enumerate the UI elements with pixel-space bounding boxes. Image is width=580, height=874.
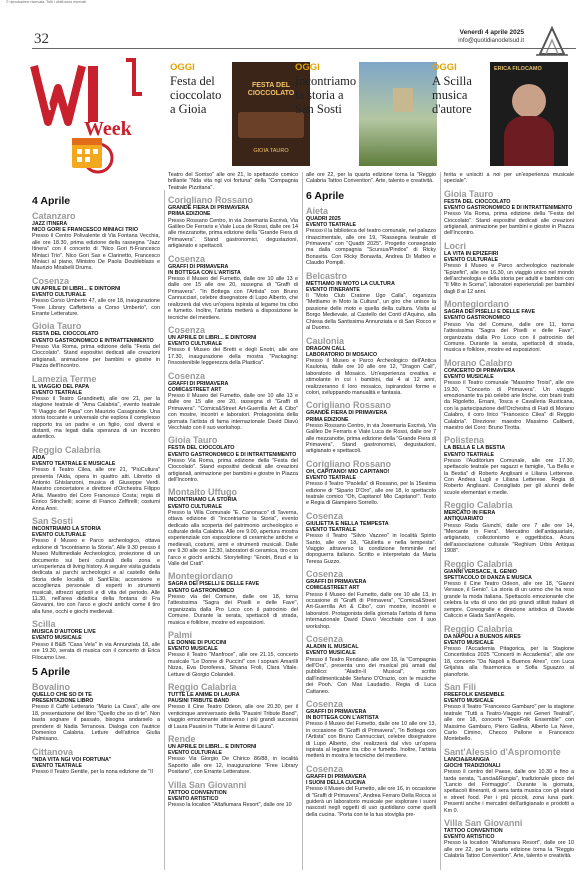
event-title: GRAFFI DI PRIMAVERA [306, 708, 367, 715]
event-description: Presso il Museo e Parco archeologico, ottava edizione di "Incontriamo la Storia". Alle 9.30 presso il Museo Multimediale Archeologico, proiezione di un documento sui beni culturali della zona e un'esperienza di living history. A seguire visita guidata dedicata ai parchi archeologici e al castello della Storia delle località di Sant'Elia; accensione e accoglienza personale di esperti in strumenti musicali, attrezzi agricoli e di vita del periodo. Alle 11.30, nell'area didattica della fontana di Fra Giovanni, tiro con l'arco e giochi antichi come il tiro alla fune, occhi e giochi medievali. [32, 538, 160, 615]
event-type: EVENTO TEATRALE [444, 451, 494, 458]
date-heading: 4 Aprile [32, 195, 71, 207]
event-description: Presso Via Roma, prima edizione della "Festa del Cioccolato". Stand espositivi dedicati alle creazioni artigianali, animazione per bambini e giostre in Piazza dell'Incontro. [444, 211, 574, 237]
event-title: SAGRA DEI PISELLI E DELLE FAVE [444, 309, 536, 316]
event-title: OH, CAPITANO! MIO CAPITANO! [306, 468, 390, 475]
event-description: Presso il Teatro Rendano, alle ore 18, la "Compagnia dell'Ora", presenta uno dei musical più amati dal pubblico: "Aladin-Il Musical", scritto dall'indimenticabile Stefano D'Orazio, con le musiche dei Pooh. Con Max Laudadio. Regia di Luca Cattaneo. [306, 656, 436, 695]
column-divider [302, 172, 303, 870]
city-heading: Rende [168, 733, 196, 744]
person-body-icon [504, 116, 554, 166]
event-title: MUSICA D'AUTORE LIVE [32, 629, 96, 636]
landscape-photo-image [359, 62, 437, 166]
city-heading: Aieta [306, 205, 329, 216]
event-description: Presso l'Accademia Pitagorica, per la Stagione Concertistica 2025 "Concerti in Accademia", alle ore 18, concerto "Da Napoli a Buenos Aires", con Luca Grijalvia alla fisarmonica e Sofia Sguazzo al pianoforte. [444, 645, 574, 678]
event-title: GRAFFI DI PRIMAVERA [306, 579, 367, 586]
poster-subtitle: GIOIA TAURO [253, 148, 289, 154]
event-type: EVENTO ITINERANTE [306, 286, 360, 293]
city-heading: Montegiordano [168, 571, 233, 582]
event-description: ferita e unisciti a noi per un'esperienza musicale speciale". [444, 172, 574, 185]
event-type: JAZZ ITINERA [32, 221, 68, 227]
event-description: Presso il Teatro "Francesco Gambaro" per la stagione teatrale "Tutti a Teatro-Viaggio nei Generi Teatrali", alle ore 18, concerto "FreeFolk Ensemble" con Massimo Gambaro, Piero Gallina, Alberto La Neve, Carlo Cimino, Checco Pallone e Francesco Montebello. [444, 704, 574, 743]
city-heading: Reggio Calabria [168, 681, 237, 692]
event-title: TATTOO CONVENTION [444, 828, 503, 835]
event-type: LABORATORIO DI MOSAICO [306, 351, 377, 358]
event-title: GIULIETTA E NELLA TEMPESTA [306, 520, 389, 527]
event-type: EVENTO ARTISTICO [168, 795, 219, 802]
event-title: GRANDE FIERA DI PRIMAVERA [168, 205, 250, 212]
event-type: EVENTO TEATRALE [306, 474, 356, 481]
event-type: EVENTO MUSICALE [444, 698, 494, 705]
event-title: GRAFFI DI PRIMAVERA [168, 263, 229, 270]
event-description: Presso l'Auditorium Comunale, alle ore 17.30, spettacolo teatrale per ragazzi e famiglie, "La Bella e la Bestia" di Roberto Anglisani e Liliana Letterese. Con Andrea Lugli e Liliana Letterese. Regia di Roberto Anglisani. Consigliato per gli alunni delle scuole elementari e medie. [444, 457, 574, 496]
event-type: EVENTO TEATRALE [32, 389, 82, 396]
city-heading: Reggio Calabria [32, 444, 101, 455]
city-heading: Sant'Alessio d'Aspromonte [444, 746, 561, 757]
event-type: EVENTO GASTRONOMICO E DI INTRATTENIMENTO [444, 205, 573, 212]
event-type: PRIMA EDIZIONE [168, 211, 211, 218]
poster-title: ERICA FILOCAMO [494, 66, 542, 72]
page-header [0, 10, 580, 50]
city-heading: Villa San Giovanni [444, 818, 523, 829]
city-heading: Reggio Calabria [444, 500, 513, 511]
event-description: Presso Rada Giunchi, dalle ore 7 alle ore 14, "Mercante in Fiera". Mercatino dell'antiquariato, artigianato, collezionismo e oggettistica. Acura dell'associazione culturale "Reghium Urbis Antiqua 1908". [444, 522, 574, 555]
event-type: EVENTO TEATRALE [306, 527, 356, 534]
event-type: EVENTO CULTURALE [444, 257, 498, 264]
event-description: Presso il Teatro "Silvio Vazzeo" in località Spirito Santo, alle ore 18, "Giulietta e nella tempesta". Viaggio attraverso la condizione femminile nel dopoguerra italiano. Scritto e interpretato da Maria Teresa Guzzo. [306, 533, 436, 565]
event-description: Presso il Teatro "Manfroce", alle ore 21.15, concerto musicale "Le Donne di Puccini" con i soprani Amarilli Nizza, Eva Dorofeeva, Silvana Froli, Clara Vitale. Letture di Giorgio Colandeli. [168, 652, 298, 678]
city-heading: San Sosti [32, 516, 74, 526]
event-description: Presso il Museo del Fumetto, dalle ore 10 alle ore 13, in occasione di "Graffi di Primavera", "In Bottega con l'Artista" con Bruno Cannucciari, celebre disegnatore di Lupo Alberto, che realizzerà dal vivo un'opera ispirata al legame tra cibo e fumetto. Inoltre, l'artista metterà in mostra le tecniche del mestiere. [306, 721, 436, 760]
column-2 [168, 172, 298, 874]
event-description: Presso il Centro Polivalente di Via Fontana Vecchia, alle ore 18.30, prima edizione della rassegna "Jazz Itinera" con il concerto di "Nico Gori ft-Francesco Miniaci Trio". Nico Gori Sax e Clarinetto, Francesco Miniaci al piano, Ministro De Paola Doubleblass e Maurizio Mirabelli Drums. [32, 233, 160, 272]
city-heading: Belcastro [306, 270, 348, 281]
city-heading: Catanzaro [32, 211, 76, 221]
city-heading: Lamezia Terme [32, 373, 97, 384]
event-description: Presso il Cine Teatro Odeon, alle ore 20.30, per il venticinque anniversario della "Pausini Tribute Band", viaggio emozionante attraverso i più grandi successi di Laura Pausini in "Tutte le Anime di Laura". [168, 704, 298, 730]
event-type: EVENTO MUSICALE [444, 639, 494, 646]
event-description: Presso il Teatro "Paolella" di Rossano, per la 15esima edizione di "Sipario D'Oro", alle ore 18, lo spettacolo teatrale comico "Oh, Capitano! Mio Capitano!". Testo e Regia di Giampiero Sorrello. [306, 481, 436, 507]
city-heading: Palmi [168, 629, 193, 640]
event-description: Presso il Teatro Grandinetti, alle ore 21, per la stagione teatrale di "Ama Calabria", evento teatrale "Il Viaggio del Papa" con Maurizio Casagrande. Una storia toccante e universale che esplora il complesso rapporto tra un padre e un figlio, così diversi e distanti, ma legati dalla speranza di un incontro autentico. [32, 395, 160, 441]
column-4 [444, 172, 574, 874]
city-heading: Cosenza [306, 698, 344, 709]
event-type: EVENTO MUSICALE [444, 373, 494, 380]
event-description: Presso Via del Comune, dalle ore 11, torna l'attesissima "Sagra dei Piselli e delle Fave", organizzata dalla Pro Loco con il patrocinio del Comune. Durante la serata, spettacoli di strada, musica e folklore, mostre ed esposizioni. [444, 321, 574, 354]
event-title: GIANNI VERSACE, IL GENIO [444, 568, 517, 575]
event-title: DRAGON CALL [306, 345, 346, 352]
event-type: EVENTO GASTRONOMICO [168, 587, 235, 594]
event-type: EVENTO TEATRALE [306, 222, 356, 229]
city-heading: Gioia Tauro [32, 321, 82, 332]
column-3 [306, 172, 436, 874]
event-description: Presso la location "Altafiumara Resort", dalle ore 10 [168, 802, 292, 808]
event-description: Presso la Villa Comunale "E. Canonaco" di Taverna, ottava edizione di "Incontriamo la Storia", evento dedicato alla scoperta del patrimonio archeologico e culturale della Calabria. Alle ore 9.00, apertura mostra esperienziale con esposizione di ceramiche antiche e medievali, costumi, armi e strumenti musicali. Dalle ore 9.30 alle ore 12.30, laboratori di ceramica, tiro con l'arco e giochi antichi. Storytelling: "Enotri, Bruzi e la Valle del Crati". [168, 509, 298, 568]
city-heading: Caulonia [306, 335, 345, 346]
event-type: EVENTO CULTURALE [168, 750, 222, 757]
event-type: EVENTO CULTURALE [32, 292, 86, 299]
event-title: QUADRI 2025 [306, 215, 341, 222]
newspaper-logo-icon [532, 24, 572, 58]
event-title: LE DONNE DI PUCCINI [168, 639, 227, 646]
event-description: Presso Rossano Centro, in via Josemaria Escrivà, Via Galileo De Ferraris e Viale Luca de Rossi, dalle ore 7 alle mezzanotte, prima edizione della "Grande Fiera di Primavera". Stand gastronomici, degustazioni, artigianato e spettacoli. [306, 422, 436, 455]
event-description: Presso il B&B "Casa Vela" in via Annunziata 18, alle ore 19.30, serata di musica con il concerto di Erica Filocamo Live. [32, 641, 160, 661]
date-heading: 5 Aprile [32, 665, 71, 678]
event-title: SAGRA DEI PISELLI E DELLE FAVE [168, 581, 260, 588]
event-description: Presso Via Roma, prima edizione della "Festa del Cioccolato". Stand espositivi dedicati alle creazioni artigianali, animazione per bambini e giostre in Piazza dell'Incontro. [32, 343, 160, 370]
event-description: Presso Rossano Centro, in via Josemaria Escrivà, Via Galileo De Ferraris e Viale Luca de Rossi, dalle ore 14 alle mezzanotte, prima edizione della "Grande Fiera di Primavera". Stand gastronomici, degustazioni, artigianato e spettacoli. [168, 217, 298, 250]
poster-title: FESTA DEL CIOCCOLATO [247, 82, 295, 97]
event-description: Presso il Museo dei Bretti e degli Enotri, alle ore 17.30, inaugurazione della mostra "Packaging: l'insostenibile leggerezza della Plastica". [168, 347, 298, 367]
promo-music [432, 60, 572, 170]
issue-date: Venerdì 4 aprile 2025 [459, 29, 524, 36]
event-type: I SUONI DELLA CUCINA [306, 779, 366, 786]
city-heading: Corigliano Rossano [306, 458, 392, 469]
event-title: CONCERTO DI PRIMAVERA [444, 367, 516, 374]
city-heading: Cosenza [32, 275, 70, 286]
event-type: EVENTO GASTRONOMICO E INTRATTENIMENTO [32, 337, 154, 344]
event-description: Presso Via Giorgio De Chirico 86/88, in località Saporito alle ore 12, inaugurazione "Free Library Positano", con Errante Letterature. [168, 756, 298, 776]
date-heading: 6 Aprile [306, 189, 345, 202]
event-title: NICO GORI E FRANCESCO MINIACI TRIO [32, 227, 139, 234]
event-title: ALADIN IL MUSICAL [306, 644, 359, 651]
event-type: EVENTO TEATRALE [32, 762, 82, 769]
promo-tag: OGGI [432, 62, 457, 73]
city-heading: Gioia Tauro [444, 188, 494, 199]
event-type: EVENTO MUSICALE [168, 646, 218, 653]
city-heading: Corigliano Rossano [168, 195, 254, 206]
promo-text: Festa del cioccolato a Gioia [170, 74, 222, 116]
event-type: EVENTO CULTURALE [168, 341, 222, 348]
event-type: PRESENTAZIONE LIBRO [32, 698, 94, 705]
event-type: EVENTO MUSICALE [32, 635, 82, 642]
page-number: 32 [34, 31, 49, 47]
event-type: IN BOTTEGA CON L'ARTISTA [306, 715, 379, 722]
event-type: EVENTO MUSICALE [306, 650, 356, 657]
event-title: UN APRILE DI LIBRI... E DINTORNI [168, 334, 257, 341]
event-title: LANCIA&RANGIA [444, 756, 490, 763]
event-type: GIOCHI TRADIZIONALI [444, 762, 501, 769]
event-title: FESTA DEL CIOCCOLATO [168, 445, 235, 452]
event-description: Presso la location "Altafiumara Resort", dalle ore 10 alle ore 22, per la quarta edizione torna la "Reggio Calabria Tattoo Convention". Arte, talento e creatività. [444, 840, 574, 860]
event-description: Il "Moto Club Cratone Ugo Calla", organizza "Mettiamo in Moto la Cultura", un giro che unisce la passione delle moto e quella della cultura. Visita al Borgo Medievale, al Castello dei Conti d'Aquino, alla Chiesa della Santissima Annunziata e di San Rocco e al Duomo. [306, 293, 436, 332]
event-description: Presso il centro del Paese, dalle ore 10.30 e fino a tarda serata, "Lancia&Rangia", tradizionale gioco del "Lancio del Formaggio". Durante la giornata, spettacoli itineranti, di sera tanta musica con gli stand e street food. Per i più piccoli, zona luna park. Presenti anche i mercatini dell'artigianato e prodotti a Km 0. [444, 769, 574, 814]
event-title: GRAFFI DI PRIMAVERA [168, 380, 229, 387]
promo-text: Incontriamo la storia a San Sosti [295, 74, 357, 116]
event-type: EVENTO CULTURALE [32, 532, 86, 539]
city-heading: Gioia Tauro [168, 435, 218, 446]
event-description: Presso Corso Umberto 47, alle ore 18, inaugurazione "Free Library Caffetteria a Corso Umberto", con Errante Letterature. [32, 298, 160, 318]
event-description: Presso il Teatro comunale "Massimo Troisi", alle ore 19.30, "Concerto di Primavera". Un viaggio emozionante tra più celebri arie liriche, con brani tratti da Rigoletto, Ernani, Tosca e Cavalleria Rusticana, con la partecipazione dell'Orchestra di Fiati di Morano Calabro, il coro lirico "Francesco Cilea" di Reggio Calabria". Direzione: maestro Massimo Caliberti, maestro del Coro: Bruno Tirotta. [444, 380, 574, 431]
event-description: Presso il Caffè Letterario "Mario La Cava", alle ore 18, presentazione del libro "Quello che so di te". Non basta sognare il passato, bisogna andarselo a prendere di Nadia Terranova. Dialoga con l'autrice Domenico Calabria. Letture dell'attrice Giulia Palmisano. [32, 704, 160, 743]
event-type: EVENTO CULTURALE [168, 503, 222, 510]
event-description: Presso il Museo del Fumetto, dalle ore 10 alle 13, in occasione di "Graffi di Primavera", "Comics&Street Art-Guerrilla Art & Cibo", con mostre, incontri e laboratori. Protagonista della giornata l'artista di fama internazionale David Diavù Vecchiato con il suo workshop. [306, 591, 436, 630]
city-heading: Cosenza [306, 634, 344, 645]
city-heading: Montalto Uffugo [168, 487, 237, 498]
event-description: Presso il Museo del Fumetto, dalle ore 10 alle 13 e dalle ore 15 alle ore 20, rassegna di "Graffi di Primavera". "In Bottega con l'Artista" con Bruno Cannucciari, celebre disegnatore di Lupo Alberto, che realizzerà dal vivo un'opera ispirata al legame tra cibo e fumetto. Inoltre, l'artista metterà a disposizione le tecniche del mestiere. [168, 276, 298, 321]
event-title: GRAFFI DI PRIMAVERA [306, 773, 367, 780]
event-title: METTIAMO IN MOTO LA CULTURA [306, 280, 395, 287]
event-title: FREEFOLK ENSEMBLE [444, 691, 505, 698]
city-heading: Polistena [444, 435, 485, 446]
city-heading: Bovalino [32, 681, 71, 692]
event-title: AIDA [32, 454, 46, 461]
city-heading: Morano Calabro [444, 357, 513, 368]
city-heading: Cittanova [32, 746, 74, 757]
event-title: INCONTRIAMO LA STORIA [168, 497, 237, 504]
column-1 [32, 190, 160, 874]
city-heading: Cosenza [306, 569, 344, 580]
event-type: PAUSINI TRIBUTE BAND [168, 698, 230, 705]
event-title: TUTTE LE ANIME DI LAURA [168, 691, 240, 698]
person-icon [512, 84, 546, 118]
city-heading: Montegiordano [444, 299, 509, 310]
topline-notice: © riproduzione riservata. Tutti i diritti sono riservati [6, 0, 86, 4]
event-type: EVENTO GASTRONOMICO [444, 315, 511, 322]
event-description: Presso il la biblioteca del teatro comunale, nel palazzo rinascimentale, alle ore 19, "Rassegna teatrale di Primavera" con "Quadri 2025". Progetto consegnato ma dalla compagnia "Scursus/Pindos" di Ricky Bonavita. Con Ricky Bonavita, Andrea Di Matteo e Claudio Pompili. [306, 228, 436, 267]
event-description: Presso il Museo e Parco Archeologico dell'Antica Kaulonia, dalle ore 10 alle ore 12, "Dragon Call", laboratorio di Mosaico. Un'esperienza creativa e stimolante in cui i bambini, dai 4 ai 12 anni, realizzeranno il loro mosaico, ispirandosi forme e colori, sviluppando manualità e fantasia. [306, 357, 436, 396]
event-title: QUELLO CHE SO DI TE [32, 691, 92, 698]
event-description: Presso il Cine Teatro Odeon, alle ore 18, "Gianni Versace, il Genio". La storia di un uomo che ha reso grande la moda italiana. Spettacolo emozionante che celebra la vita di uno dei più grandi stilisti italiani di sempre. Coreografie e direzione artistica di Davide Caliccio e Giada Sant'Angelo. [444, 581, 574, 620]
event-title: DA NAPOLI A BUENOS AIRES [444, 633, 521, 640]
event-title: MERCATO IN FIERA [444, 510, 496, 517]
event-description: Presso il Teatro Gentile, per la nona edizione de "Il [32, 769, 153, 776]
city-heading: Cosenza [306, 763, 344, 774]
promo-history [295, 60, 425, 170]
city-heading: Cosenza [306, 510, 344, 521]
event-title: GRANDE FIERA DI PRIMAVERA [306, 410, 388, 417]
week-word: Week [84, 118, 132, 140]
event-type: PRIMA EDIZIONE [306, 416, 349, 423]
event-description: Presso il Teatro Cilea, alle ore 21, "PiùCultura" presenta l'Aida, opera in quattro atti. Libretto di Antonio Ghislanzoni, musica di Giuseppe Verdi. Maestro concertatore e direttore d'Orchestra Filippo Arlia. Maestro del Coro Francesco Costa; regia di Enrico Stinchelli; scene di Franco Zeffirelli; costumi Anna Anni. [32, 467, 160, 512]
event-title: UN APRILE DI LIBRI... E DINTORNI [32, 285, 121, 292]
email-address: info@quotidianodelsud.it [458, 38, 524, 44]
event-type: COMIC&STREET ART [306, 585, 360, 592]
event-title: "NDA VITA NGI VOI FORTUNA" [32, 756, 112, 763]
promo-chocolate [170, 60, 295, 170]
event-description: Presso via del Comune, dalle ore 18, torna l'attesissima "Sagra dei Piselli e delle Fave", organizzata dalla Pro Loco con il patrocinio del Comune. Durante la serata, spettacoli di strada, musica e folklore, mostre ed esposizioni. [168, 593, 298, 626]
city-heading: Corigliano Rossano [306, 400, 392, 411]
event-type: SPETTACOLO DI DANZA E MUSICA [444, 574, 532, 581]
event-type: EVENTO TEATRALE E MUSICALE [32, 460, 116, 467]
event-type: IN BOTTEGA CON L'ARTISTA [168, 269, 241, 276]
event-type: COMIC&STREET ART [168, 386, 222, 393]
column-divider [164, 190, 165, 870]
event-description: Presso il Museo del Fumetto, alle ore 16, in occasione di "Graffi di Primavera", Andrea Ferraro Della Rocca si guiderà un laboratorio musicale per esplorare i suoni nascosti negli oggetti di uso quotidiano come quelli della cucina. "Porta con te la tua stoviglia pre- [306, 786, 436, 818]
event-title: FESTA DEL CIOCCOLATO [444, 198, 511, 205]
header-rule [32, 48, 576, 49]
event-type: EVENTO GASTRONOMICO E DI INTRATTENIMENTO [168, 451, 297, 458]
promo-tag: OGGI [295, 62, 320, 73]
city-heading: Cosenza [168, 370, 206, 381]
promo-tag: OGGI [170, 62, 195, 73]
event-description: alle ore 22, per la quarta edizione torna la "Reggio Calabria Tattoo Convention". Arte, talento e creatività. [306, 172, 436, 185]
event-title: IL VIAGGIO DEL PAPA [32, 383, 90, 390]
city-heading: Cosenza [168, 324, 206, 335]
city-heading: Reggio Calabria [444, 623, 513, 634]
city-heading: Reggio Calabria [444, 558, 513, 569]
event-description: Presso il Museo e Parco archeologico nazionale "Epizefiri", alle ore 16.30, un viaggio unico nel mondo dell'archeologia e della storia per adulti e bambini con "Il Mito in Scena", laboratori esperienziali per bambini dagli 8 ai 12 anni. [444, 263, 574, 295]
column-divider [440, 172, 441, 870]
event-title: FESTA DEL CIOCCOLATO [32, 331, 99, 338]
event-title: LA BELLA E LA BESTIA [444, 445, 506, 452]
city-heading: San Fili [444, 681, 477, 692]
event-description: Teatro del Sorriso" alle ore 21, lo spettacolo comico brillante "Nda vita ngi voi fortuna" della "Compagnia Teatrale Pizzitana". [168, 172, 298, 191]
event-title: INCONTRIAMO LA STORIA [32, 526, 101, 532]
city-heading: Cosenza [168, 253, 206, 264]
ruin-graphic-icon [393, 88, 413, 112]
event-title: LA VITA IN EPIZEFIRI [444, 250, 499, 257]
event-title: TATTOO CONVENTION [168, 789, 227, 796]
event-type: EVENTO ARTISTICO [444, 834, 495, 841]
singer-photo-image [490, 62, 568, 166]
city-heading: Scilla [32, 619, 56, 630]
event-description: Presso il Museo del Fumetto, dalle ore 10 alle 13 e dalle ore 15 alle ore 20, rassegna di "Graffi di Primavera". "Comics&Street Art-Guerrilla Art & Cibo" con mostre, incontri e laboratori. Protagonista della giornata l'artista di fama internazionale David Diavù Vecchiato con il suo workshop. [168, 392, 298, 431]
event-type: ANTIQUARIATO [444, 516, 484, 523]
event-title: UN APRILE DI LIBRI... E DINTORNI [168, 743, 257, 750]
promo-text: A Scilla musica d'autore [432, 74, 472, 116]
city-heading: Locri [444, 240, 467, 251]
city-heading: Villa San Giovanni [168, 779, 247, 790]
week-logo [30, 58, 150, 188]
event-description: Presso Via Roma, prima edizione della "Festa del Cioccolato". Stand espositivi dedicati alle creazioni artigianali, animazione per bambini e giostre in Piazza dell'Incontro. [168, 457, 298, 483]
